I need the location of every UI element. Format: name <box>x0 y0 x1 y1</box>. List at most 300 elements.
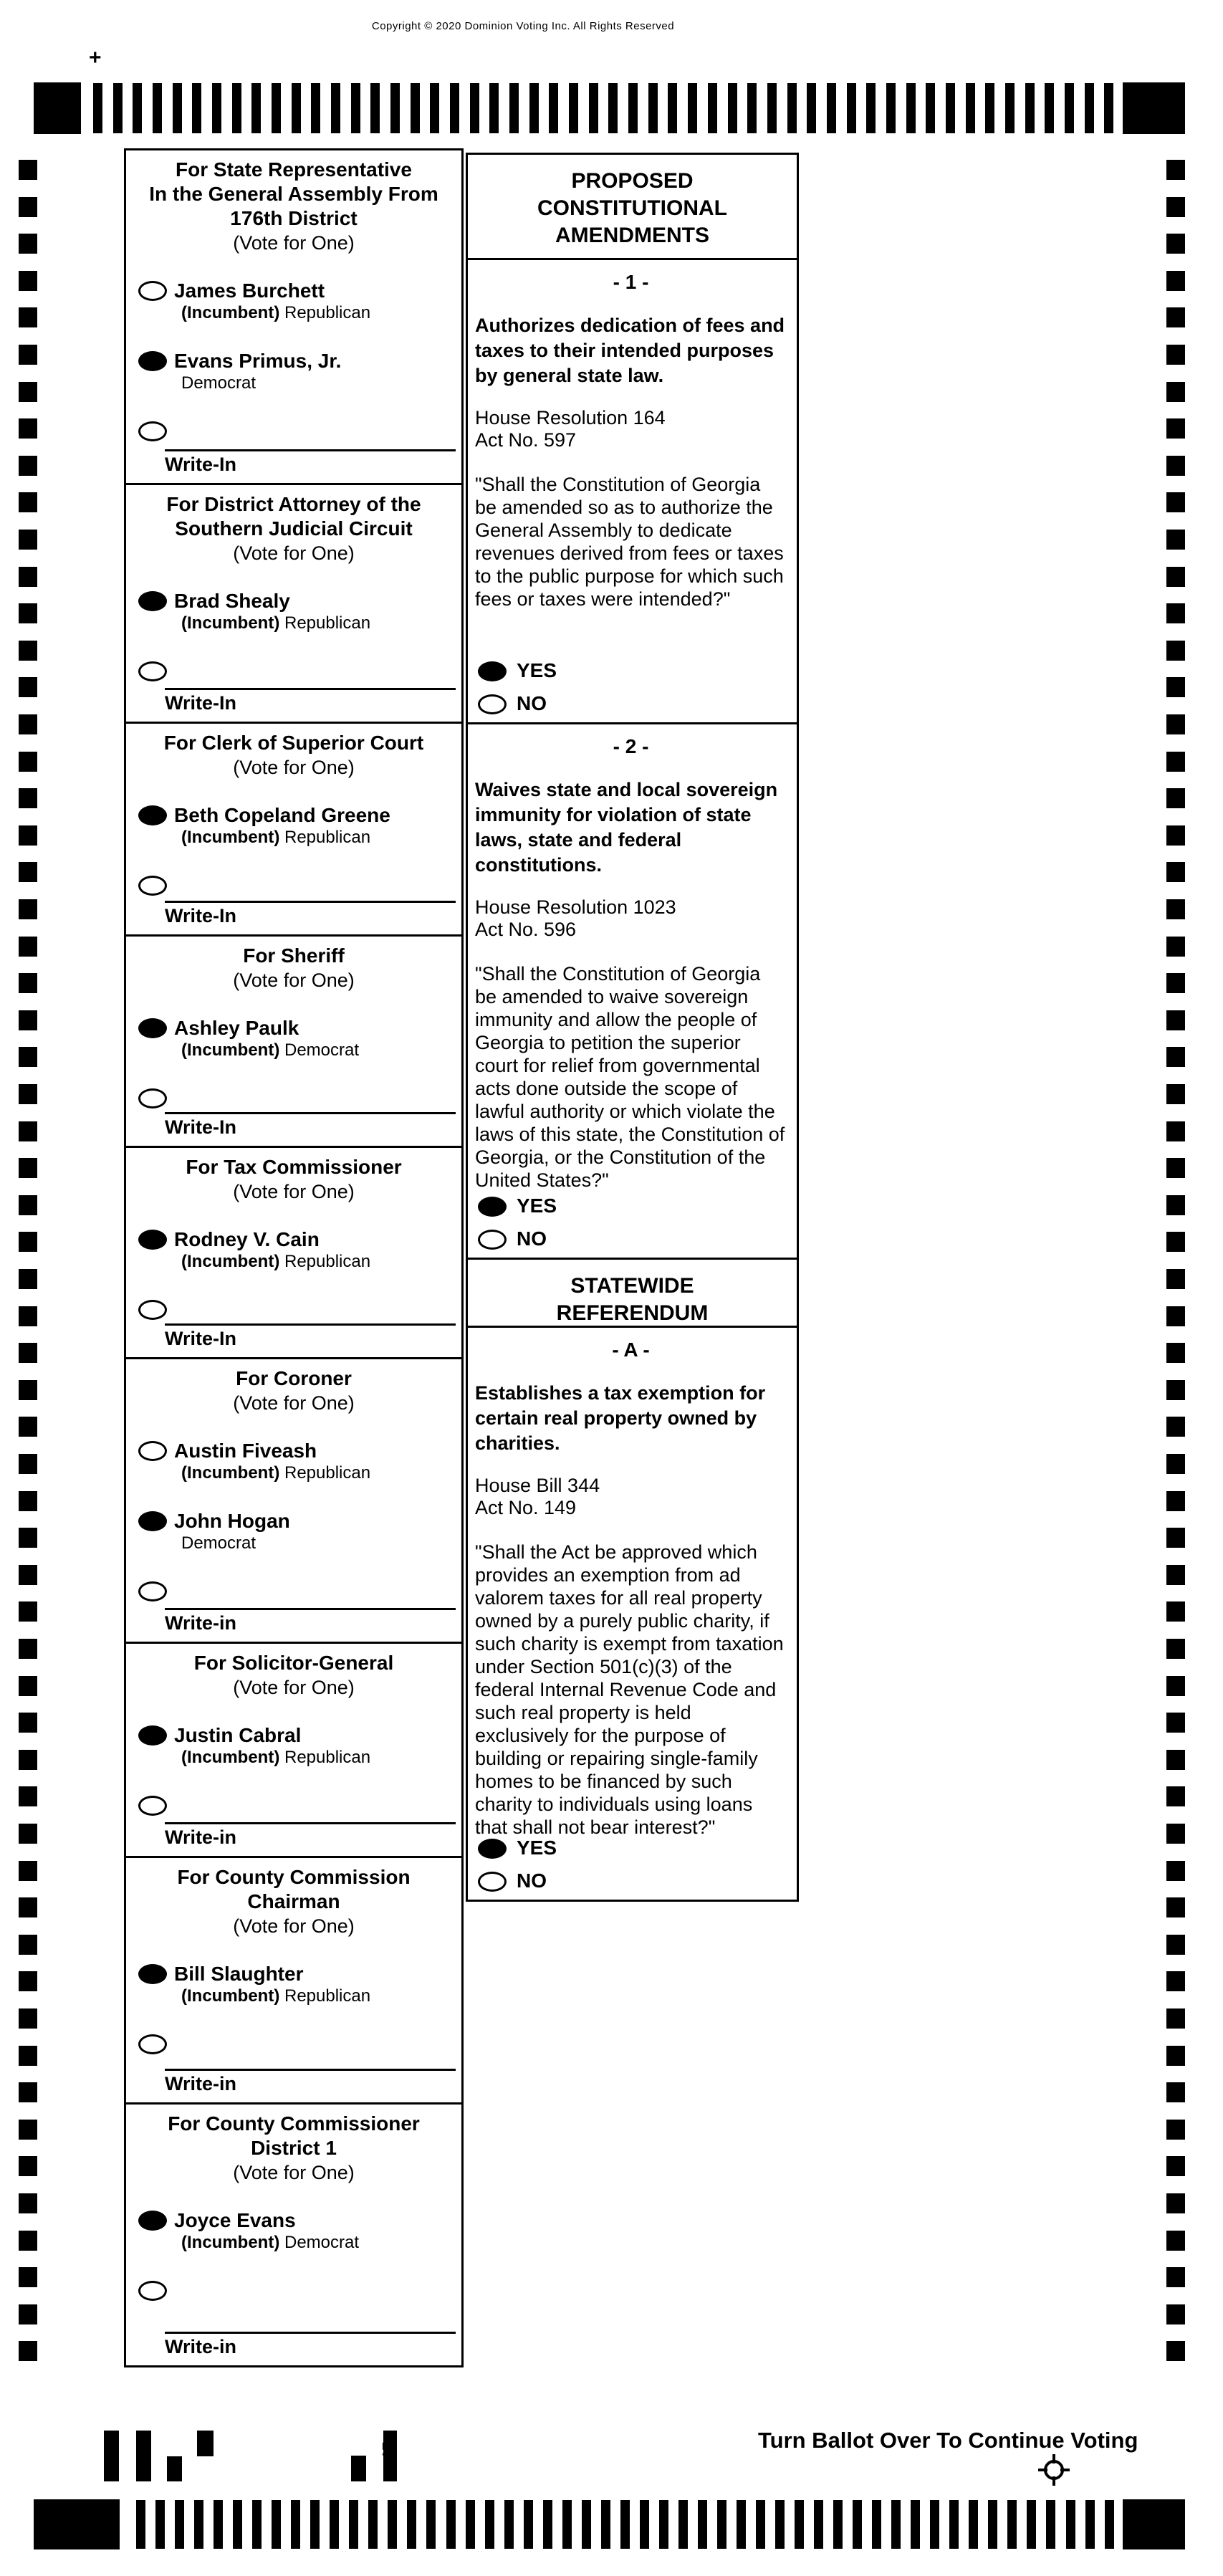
timing-mark-row <box>136 2500 1114 2549</box>
timing-mark <box>1166 788 1185 808</box>
vote-oval[interactable] <box>138 1725 167 1746</box>
timing-mark <box>19 1528 37 1548</box>
timing-mark <box>19 1491 37 1511</box>
measure-number: - A - <box>612 1339 650 1361</box>
no-row <box>478 1869 557 1892</box>
timing-mark <box>175 2500 184 2549</box>
contest-header <box>126 1359 461 1415</box>
timing-mark <box>678 2500 688 2549</box>
timing-mark <box>966 83 975 133</box>
race-title: District 1 <box>251 2137 337 2159</box>
timing-mark <box>153 83 162 133</box>
candidate-name: James Burchett <box>174 279 325 302</box>
legal-ref-line: Act No. 149 <box>475 1497 577 1518</box>
timing-mark <box>368 2500 378 2549</box>
timing-mark <box>775 2500 785 2549</box>
timing-mark <box>1166 382 1185 402</box>
vote-instruction: (Vote for One) <box>233 1677 355 1698</box>
race-title: For Solicitor-General <box>193 1652 394 1674</box>
contest-box <box>124 1357 464 1644</box>
barcode-bar <box>351 2456 366 2481</box>
measure-legal-refs <box>475 1475 787 1519</box>
candidate-name: Bill Slaughter <box>174 1963 304 1985</box>
write-in-label: Write-in <box>165 2073 236 2094</box>
vote-oval[interactable] <box>138 2211 167 2231</box>
timing-mark <box>668 83 677 133</box>
contest-header <box>126 724 461 780</box>
candidate-text <box>174 1017 359 1061</box>
vote-instruction: (Vote for One) <box>233 2162 355 2183</box>
timing-mark <box>19 2267 37 2287</box>
vote-oval[interactable] <box>138 1230 167 1250</box>
vote-oval[interactable] <box>138 1018 167 1038</box>
no-oval[interactable] <box>478 694 507 714</box>
timing-mark <box>173 83 182 133</box>
timing-mark <box>1166 1047 1185 1067</box>
measure-question: "Shall the Constitution of Georgia be amended to waive sovereign immunity and allow the people of Georgia to petition the superior court for relief from governmental acts done outside the scope of lawful authority or which violate the laws of this state, the Constitution of Georgia, or the Constitution of the United States?" <box>475 963 785 1191</box>
timing-mark <box>1166 899 1185 919</box>
vote-oval[interactable] <box>138 805 167 825</box>
vote-oval[interactable] <box>138 1964 167 1984</box>
race-title: Southern Judicial Circuit <box>175 517 413 540</box>
timing-mark <box>969 2500 978 2549</box>
write-in-area <box>165 1608 456 1634</box>
section-header-line: STATEWIDE <box>570 1274 694 1298</box>
candidate-row <box>126 1228 461 1273</box>
section-header-line: REFERENDUM <box>556 1301 709 1325</box>
timing-mark <box>351 83 360 133</box>
timing-mark <box>19 1084 37 1104</box>
vote-instruction: (Vote for One) <box>233 1181 355 1202</box>
timing-mark <box>330 2500 339 2549</box>
write-in-oval[interactable] <box>138 1300 167 1320</box>
timing-mark <box>807 83 816 133</box>
timing-mark <box>192 83 201 133</box>
timing-mark <box>232 83 241 133</box>
timing-mark <box>466 2500 475 2549</box>
races-column <box>124 148 464 2367</box>
measure-legal-refs <box>475 896 787 941</box>
candidate-row <box>126 1724 461 1768</box>
race-title: For County Commission <box>177 1866 411 1888</box>
write-in-area <box>165 2069 456 2095</box>
write-in-area <box>165 901 456 927</box>
timing-mark <box>113 83 123 133</box>
timing-mark <box>582 2500 591 2549</box>
timing-mark <box>1166 1528 1185 1548</box>
turn-ballot-over-text: Turn Ballot Over To Continue Voting <box>758 2428 1138 2453</box>
contest-box <box>124 1146 464 1359</box>
race-title: For County Commissioner <box>168 2112 420 2135</box>
timing-mark <box>1166 1010 1185 1030</box>
candidate-text <box>174 1228 370 1273</box>
candidate-text <box>174 1510 290 1554</box>
amendments-header <box>466 153 799 260</box>
contest-box <box>124 148 464 485</box>
timing-mark <box>911 2500 920 2549</box>
race-title: For Tax Commissioner <box>186 1156 402 1178</box>
measure-summary: Establishes a tax exemption for certain real property owned by charities. <box>475 1382 766 1454</box>
timing-mark <box>1166 1380 1185 1400</box>
timing-mark <box>1166 1232 1185 1252</box>
timing-mark <box>1166 530 1185 550</box>
timing-mark <box>19 2156 37 2176</box>
yes-no-options <box>478 1826 557 1892</box>
candidate-row <box>126 1440 461 1484</box>
timing-mark <box>620 2500 630 2549</box>
timing-mark <box>648 83 658 133</box>
measure-number: - 1 - <box>613 271 649 293</box>
candidate-party: (Incumbent) Democrat <box>181 1040 360 1060</box>
timing-mark <box>1166 1269 1185 1289</box>
timing-mark <box>1166 1454 1185 1474</box>
vote-oval[interactable] <box>138 591 167 611</box>
timing-mark <box>19 641 37 661</box>
timing-mark <box>698 2500 707 2549</box>
timing-mark <box>640 2500 649 2549</box>
yes-row <box>478 659 557 682</box>
measure-legal-refs <box>475 407 787 451</box>
timing-mark <box>1166 603 1185 623</box>
timing-mark <box>1166 2231 1185 2251</box>
no-label: NO <box>517 1869 547 1892</box>
write-in-label: Write-In <box>165 454 236 475</box>
timing-mark <box>485 2500 494 2549</box>
timing-mark <box>19 382 37 402</box>
timing-mark <box>930 2500 939 2549</box>
timing-mark <box>1166 2267 1185 2287</box>
timing-mark <box>1166 2304 1185 2324</box>
timing-mark <box>19 1971 37 1991</box>
candidate-party: (Incumbent) Republican <box>181 1748 371 1767</box>
timing-mark <box>866 83 876 133</box>
timing-mark <box>1166 1750 1185 1770</box>
timing-mark <box>1166 2120 1185 2140</box>
race-title: In the General Assembly From <box>149 183 438 205</box>
timing-mark <box>19 492 37 512</box>
write-in-label: Write-in <box>165 1826 236 1848</box>
timing-mark <box>1166 160 1185 180</box>
write-in-area <box>165 1822 456 1849</box>
timing-mark <box>19 418 37 439</box>
vote-oval[interactable] <box>138 1441 167 1461</box>
timing-mark <box>787 83 797 133</box>
candidate-name: Austin Fiveash <box>174 1440 317 1462</box>
timing-mark <box>388 2500 397 2549</box>
candidate-row <box>126 590 461 634</box>
timing-mark <box>1166 1971 1185 1991</box>
timing-mark <box>717 2500 726 2549</box>
timing-mark <box>756 2500 765 2549</box>
write-in-oval[interactable] <box>138 2034 167 2054</box>
timing-mark <box>504 2500 514 2549</box>
race-title: 176th District <box>230 207 358 229</box>
candidate-text <box>174 590 370 634</box>
timing-mark <box>853 2500 862 2549</box>
timing-mark <box>19 2304 37 2324</box>
timing-mark <box>19 271 37 291</box>
race-title: For Clerk of Superior Court <box>163 732 424 754</box>
contest-header <box>126 1858 461 1938</box>
contest-header <box>126 937 461 992</box>
timing-mark <box>767 83 777 133</box>
timing-mark <box>509 83 519 133</box>
candidate-party: (Incumbent) Republican <box>181 303 371 322</box>
timing-mark <box>1166 2082 1185 2102</box>
timing-mark <box>19 197 37 217</box>
timing-mark <box>628 83 638 133</box>
timing-mark <box>1166 456 1185 476</box>
barcode-bar <box>104 2431 119 2481</box>
timing-mark <box>1166 1676 1185 1696</box>
timing-mark <box>708 83 717 133</box>
timing-mark <box>272 83 281 133</box>
timing-mark <box>19 1010 37 1030</box>
timing-mark <box>1166 234 1185 254</box>
timing-mark <box>19 937 37 957</box>
timing-mark <box>411 83 420 133</box>
candidate-name: Rodney V. Cain <box>174 1228 320 1250</box>
candidate-text <box>174 2209 359 2254</box>
timing-mark <box>19 2341 37 2361</box>
candidate-name: Ashley Paulk <box>174 1017 299 1039</box>
timing-mark <box>19 307 37 327</box>
timing-mark <box>1166 1306 1185 1326</box>
timing-mark <box>19 1786 37 1806</box>
timing-mark <box>608 83 618 133</box>
timing-mark <box>1166 825 1185 846</box>
timing-mark <box>1166 418 1185 439</box>
no-oval[interactable] <box>478 1872 507 1892</box>
timing-mark <box>1166 1639 1185 1659</box>
legal-ref-line: Act No. 597 <box>475 429 577 451</box>
timing-mark <box>19 1897 37 1917</box>
write-in-oval[interactable] <box>138 661 167 681</box>
write-in-oval[interactable] <box>138 1088 167 1109</box>
timing-mark <box>251 83 261 133</box>
timing-mark <box>1085 83 1094 133</box>
candidate-name: Justin Cabral <box>174 1724 302 1746</box>
write-in-oval[interactable] <box>138 876 167 896</box>
yes-oval[interactable] <box>478 661 507 681</box>
timing-mark <box>19 973 37 993</box>
timing-mark <box>430 83 439 133</box>
candidate-text <box>174 1963 370 2007</box>
timing-mark <box>728 83 737 133</box>
write-in-label: Write-in <box>165 2336 236 2357</box>
timing-mark <box>252 2500 262 2549</box>
candidate-text <box>174 279 370 324</box>
timing-mark <box>886 83 896 133</box>
timing-mark <box>133 83 142 133</box>
copyright-notice: Copyright © 2020 Dominion Voting Inc. All Rights Reserved <box>371 20 675 32</box>
timing-mark <box>569 83 578 133</box>
timing-mark <box>19 788 37 808</box>
candidate-row <box>126 1510 461 1554</box>
write-in-area <box>165 688 456 714</box>
candidate-text <box>174 350 341 394</box>
write-in-oval[interactable] <box>138 1796 167 1816</box>
contest-box <box>124 1856 464 2105</box>
timing-mark <box>19 752 37 772</box>
write-in-label: Write-In <box>165 1328 236 1349</box>
candidate-row <box>126 2209 461 2254</box>
timing-mark <box>688 83 697 133</box>
timing-mark <box>1104 83 1113 133</box>
timing-mark <box>292 83 301 133</box>
timing-mark <box>212 83 221 133</box>
timing-mark <box>19 899 37 919</box>
timing-mark <box>1166 1713 1185 1733</box>
vote-oval[interactable] <box>138 1511 167 1531</box>
referendum-header <box>466 1258 799 1328</box>
timing-mark <box>19 1343 37 1363</box>
contest-box <box>124 1642 464 1858</box>
race-title: For Sheriff <box>243 944 345 967</box>
timing-mark <box>1166 862 1185 882</box>
registration-target-icon <box>1037 2453 1070 2490</box>
timing-mark <box>272 2500 281 2549</box>
candidate-row <box>126 279 461 324</box>
contest-box <box>124 2102 464 2367</box>
contest-box <box>124 934 464 1148</box>
yes-label: YES <box>517 659 557 681</box>
timing-mark <box>1166 345 1185 365</box>
measure-question: "Shall the Act be approved which provides an exemption from ad valorem taxes for all real property owned by a purely public charity, if such charity is exempt from taxation under Section 501(c)(3) of the federal Internal Revenue Code and such real property is held exclusively for the purpose of building or repairing single-family homes to be financed by such charity to individuals using loans that shall not bear interest?" <box>475 1541 784 1838</box>
timing-mark <box>19 1417 37 1437</box>
yes-no-options <box>478 649 557 715</box>
timing-mark <box>1166 1935 1185 1955</box>
yes-label: YES <box>517 1837 557 1859</box>
timing-mark <box>155 2500 165 2549</box>
candidate-row <box>126 350 461 394</box>
timing-mark <box>1166 2046 1185 2066</box>
vote-oval[interactable] <box>138 351 167 371</box>
timing-mark <box>1166 1824 1185 1844</box>
timing-mark <box>19 1380 37 1400</box>
measure-summary: Authorizes dedication of fees and taxes to their intended purposes by general state law. <box>475 315 785 386</box>
timing-mark <box>1166 677 1185 697</box>
timing-mark <box>370 83 380 133</box>
timing-mark <box>1085 2500 1095 2549</box>
timing-mark <box>814 2500 823 2549</box>
timing-block <box>34 2499 120 2549</box>
timing-mark <box>1166 492 1185 512</box>
timing-mark <box>93 83 102 133</box>
timing-mark <box>1166 752 1185 772</box>
timing-mark <box>19 456 37 476</box>
timing-mark <box>19 714 37 734</box>
candidate-party: Democrat <box>181 373 256 393</box>
candidate-row <box>126 1017 461 1061</box>
timing-mark-row <box>93 83 1114 133</box>
timing-block <box>1123 2499 1185 2549</box>
timing-mark <box>136 2500 145 2549</box>
timing-mark <box>19 1750 37 1770</box>
write-in-area <box>165 449 456 476</box>
timing-mark <box>19 234 37 254</box>
measure-number: - 2 - <box>613 735 649 757</box>
timing-mark <box>214 2500 223 2549</box>
candidate-name: John Hogan <box>174 1510 290 1532</box>
no-oval[interactable] <box>478 1230 507 1250</box>
candidate-text <box>174 1724 370 1768</box>
timing-mark <box>1166 2156 1185 2176</box>
stub-number: 27 <box>379 2442 395 2461</box>
vote-oval[interactable] <box>138 281 167 301</box>
timing-mark <box>1046 2500 1055 2549</box>
timing-mark <box>985 83 994 133</box>
write-in-oval[interactable] <box>138 421 167 441</box>
timing-mark <box>1166 197 1185 217</box>
timing-mark <box>1166 1417 1185 1437</box>
timing-mark <box>1027 2500 1036 2549</box>
candidate-party: (Incumbent) Republican <box>181 613 371 633</box>
candidate-row <box>126 804 461 848</box>
timing-mark <box>19 1713 37 1733</box>
yes-oval[interactable] <box>478 1197 507 1217</box>
candidate-party: (Incumbent) Democrat <box>181 2233 360 2252</box>
timing-mark <box>19 862 37 882</box>
no-row <box>478 1227 557 1250</box>
write-in-label: Write-In <box>165 692 236 714</box>
timing-mark <box>1025 83 1035 133</box>
timing-mark <box>1166 641 1185 661</box>
timing-mark <box>19 567 37 587</box>
yes-row <box>478 1837 557 1859</box>
legal-ref-line: House Resolution 1023 <box>475 896 676 918</box>
timing-mark <box>19 1306 37 1326</box>
measure-box <box>466 1326 799 1902</box>
timing-mark <box>19 1861 37 1881</box>
write-in-oval[interactable] <box>138 2281 167 2301</box>
no-label: NO <box>517 692 547 714</box>
timing-mark <box>543 2500 552 2549</box>
timing-mark <box>19 530 37 550</box>
vote-instruction: (Vote for One) <box>233 542 355 564</box>
timing-mark <box>19 603 37 623</box>
timing-mark <box>872 2500 881 2549</box>
race-title: For District Attorney of the <box>166 493 421 515</box>
timing-mark <box>906 83 916 133</box>
contest-header <box>126 150 461 255</box>
candidate-party: (Incumbent) Republican <box>181 1252 371 1271</box>
timing-mark <box>1166 1084 1185 1104</box>
yes-oval[interactable] <box>478 1839 507 1859</box>
timing-mark <box>19 2046 37 2066</box>
race-title: For Coroner <box>236 1367 352 1389</box>
timing-mark <box>331 83 340 133</box>
timing-mark <box>426 2500 436 2549</box>
vote-instruction: (Vote for One) <box>233 969 355 991</box>
legal-ref-line: Act No. 596 <box>475 919 577 940</box>
measures-column <box>466 153 799 1902</box>
candidate-party: (Incumbent) Republican <box>181 828 371 847</box>
measure-box <box>466 258 799 724</box>
write-in-oval[interactable] <box>138 1581 167 1601</box>
candidate-name: Evans Primus, Jr. <box>174 350 342 372</box>
timing-mark <box>1166 714 1185 734</box>
timing-mark <box>847 83 856 133</box>
section-header-line: PROPOSED <box>571 169 694 193</box>
timing-mark <box>446 2500 456 2549</box>
vote-instruction: (Vote for One) <box>233 232 355 254</box>
section-header-line: AMENDMENTS <box>555 224 709 247</box>
timing-mark <box>1166 1491 1185 1511</box>
timing-mark <box>311 83 320 133</box>
contest-header <box>126 2105 461 2185</box>
timing-mark <box>1166 2341 1185 2361</box>
